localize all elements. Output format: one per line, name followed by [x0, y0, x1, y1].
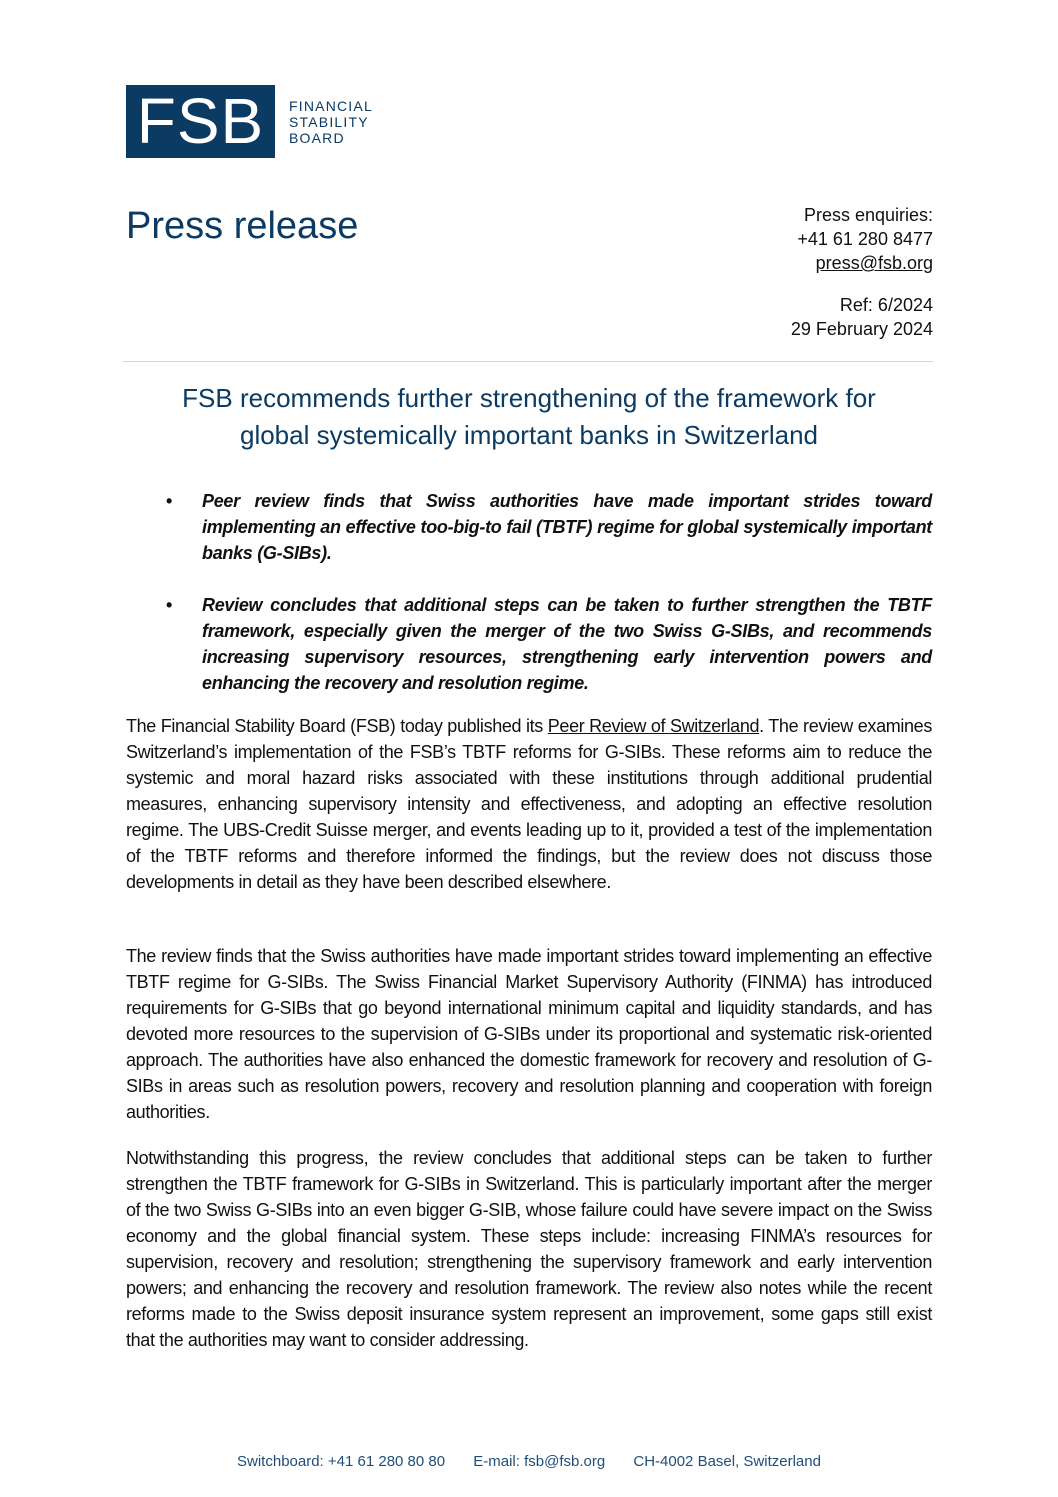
- logo-mark: FSB: [126, 85, 275, 158]
- headline-line-1: FSB recommends further strengthening of the framework for: [182, 383, 876, 413]
- bullet-icon: •: [166, 595, 173, 615]
- press-contact: [797, 203, 933, 275]
- logo-line-2: STABILITY: [289, 113, 369, 130]
- page-footer: [0, 1453, 1058, 1470]
- paragraph-text: . The review examines Switzerland’s implementation of the FSB’s TBTF reforms for G-SIBs. These reforms aim to reduce the systemic and moral hazard risks associated with these institutions through additional prudential measures, enhancing supervisory intensity and effectiveness, and adopting an effective resolution regime. The UBS-Credit Suisse merger, and events leading up to it, provided a test of the implementation of the TBTF reforms and therefore informed the findings, but the review does not discuss those developments in detail as they have been described elsewhere.: [126, 716, 932, 892]
- headline-line-2: global systemically important banks in Switzerland: [239, 420, 819, 450]
- reference-number: Ref: 6/2024: [839, 295, 933, 315]
- release-date: 29 February 2024: [790, 319, 933, 339]
- headline: [126, 380, 932, 454]
- footer-address: CH-4002 Basel, Switzerland: [633, 1453, 821, 1470]
- key-point: [126, 592, 932, 696]
- key-point-text: Review concludes that additional steps can be taken to further strengthen the TBTF framework, especially given the merger of the two Swiss G-SIBs, and recommends increasing supervisory resources, strengthening early intervention powers and enhancing the recovery and resolution regime.: [202, 595, 932, 693]
- logo-line-1: FINANCIAL: [289, 97, 373, 114]
- press-enquiries-label: Press enquiries:: [803, 205, 933, 225]
- footer-email: E-mail: fsb@fsb.org: [473, 1453, 606, 1470]
- paragraph-text: The Financial Stability Board (FSB) today published its: [126, 716, 548, 736]
- body-paragraph-2: The review finds that the Swiss authorities have made important strides toward implementing an effective TBTF regime for G-SIBs. The Swiss Financial Market Supervisory Authority (FINMA) has introduced requirements for G-SIBs that go beyond international minimum capital and liquidity standards, and has devoted more resources to the supervision of G-SIBs under its proportional and systematic risk-oriented approach. The authorities have also enhanced the domestic framework for recovery and resolution of G-SIBs in areas such as resolution powers, recovery and resolution planning and cooperation with foreign authorities.: [126, 946, 932, 1122]
- document-type-title: Press release: [126, 205, 359, 247]
- key-point: [126, 488, 932, 566]
- header-divider: [123, 361, 933, 362]
- reference-block: [791, 293, 933, 341]
- body-paragraph-1: [126, 713, 932, 895]
- bullet-icon: •: [166, 491, 173, 511]
- press-phone: +41 61 280 8477: [797, 229, 933, 249]
- press-email-link[interactable]: press@fsb.org: [815, 253, 933, 273]
- logo-line-3: BOARD: [289, 129, 345, 146]
- fsb-logo: [126, 85, 373, 158]
- footer-switchboard: Switchboard: +41 61 280 80 80: [237, 1453, 446, 1470]
- key-points-list: [126, 488, 932, 722]
- logo-wordmark: [289, 98, 373, 146]
- peer-review-link[interactable]: Peer Review of Switzerland: [547, 716, 760, 736]
- key-point-text: Peer review finds that Swiss authorities have made important strides toward implementing an effective too-big-to fail (TBTF) regime for global systemically important banks (G-SIBs).: [202, 491, 932, 563]
- body-paragraph-3: Notwithstanding this progress, the review concludes that additional steps can be taken to further strengthen the TBTF framework for G-SIBs in Switzerland. This is particularly important after the merger of the two Swiss G-SIBs into an even bigger G-SIB, whose failure could have severe impact on the Swiss economy and the global financial system. These steps include: increasing FINMA’s resources for supervision, recovery and resolution; strengthening the supervisory framework and early intervention powers; and enhancing the recovery and resolution framework. The review also notes while the recent reforms made to the Swiss deposit insurance system represent an improvement, some gaps still exist that the authorities may want to consider addressing.: [126, 1148, 932, 1350]
